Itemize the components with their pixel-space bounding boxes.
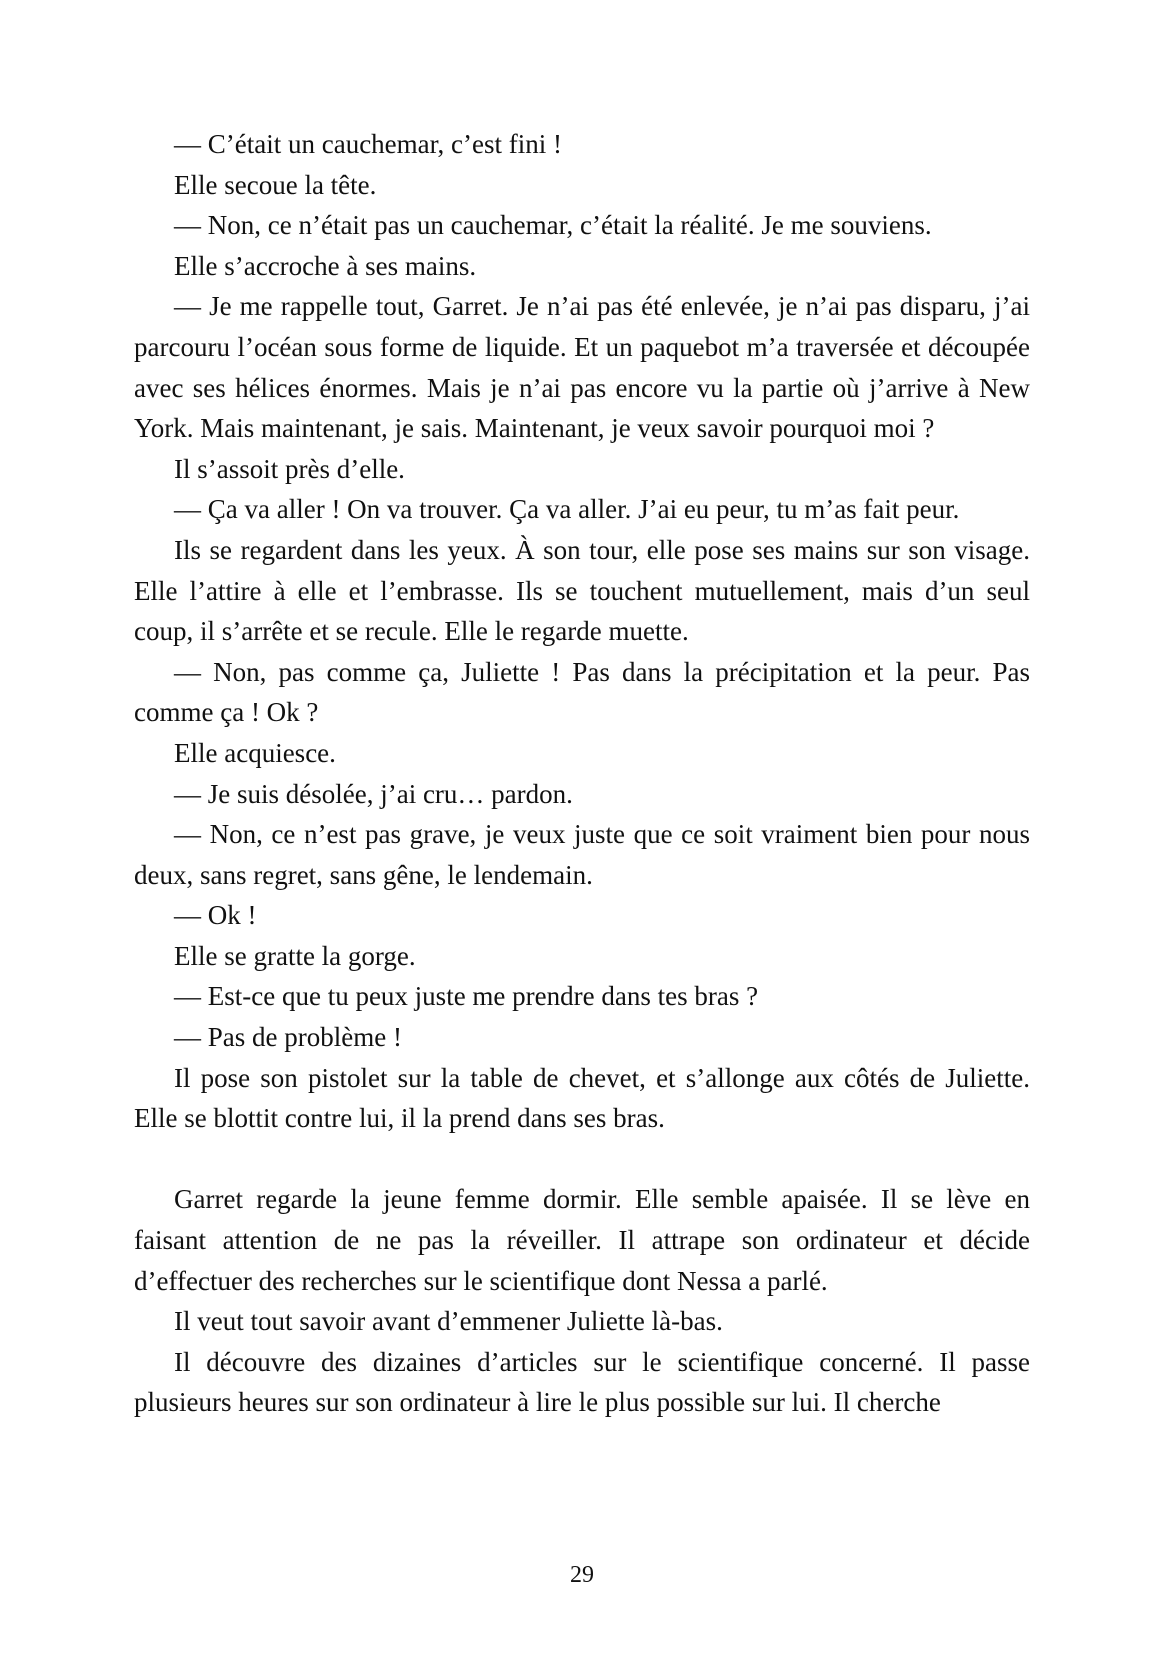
paragraph: — C’était un cauchemar, c’est fini ! — [174, 129, 563, 159]
paragraph: Elle secoue la tête. — [174, 169, 377, 200]
paragraph: — Je me rappelle tout, Garret. Je n’ai pas été enlevée, je n’ai pas disparu, j’ai parcouru l’océan sous forme de liquide. Et un paquebot m’a traversée et découpée avec ses hélices énormes. Mais je n’ai pas encore vu la partie où j’arrive à New York. Mais maintenant, je sais. Maintenant, je veux savoir pourquoi moi ? — [134, 291, 1030, 444]
paragraph: — Pas de problème ! — [174, 1022, 402, 1053]
paragraph: — Non, ce n’était pas un cauchemar, c’était la réalité. Je me souviens. — [174, 210, 932, 241]
paragraph: — Je suis désolée, j’ai cru… pardon. — [174, 778, 573, 809]
paragraph: — Ok ! — [174, 900, 257, 931]
paragraph: Garret regarde la jeune femme dormir. Elle semble apaisée. Il se lève en faisant attention de ne pas la réveiller. Il attrape son ordinateur et décide d’effectuer des recherches sur le scientifique dont Nessa a parlé. — [134, 1184, 1030, 1296]
paragraph: Elle se gratte la gorge. — [174, 940, 416, 971]
paragraph: Elle acquiesce. — [174, 737, 336, 768]
paragraph: Il pose son pistolet sur la table de chevet, et s’allonge aux côtés de Juliette. Elle se blottit contre lui, il la prend dans ses bras. — [134, 1062, 1030, 1134]
paragraph: Il découvre des dizaines d’articles sur le scientifique concerné. Il passe plusieurs heures sur son ordinateur à lire le plus possible sur lui. Il cherche — [134, 1346, 1030, 1418]
paragraph: — Est-ce que tu peux juste me prendre dans tes bras ? — [174, 981, 759, 1012]
body-text — [134, 124, 1030, 1423]
paragraph: — Ça va aller ! On va trouver. Ça va aller. J’ai eu peur, tu m’as fait peur. — [174, 494, 960, 525]
page-number: 29 — [570, 1562, 594, 1588]
paragraph: — Non, pas comme ça, Juliette ! Pas dans la précipitation et la peur. Pas comme ça ! Ok ? — [134, 656, 1030, 728]
paragraph: — Non, ce n’est pas grave, je veux juste que ce soit vraiment bien pour nous deux, sans regret, sans gêne, le lendemain. — [134, 819, 1030, 890]
paragraph: Il veut tout savoir avant d’emmener Juliette là-bas. — [174, 1306, 723, 1337]
paragraph: Elle s’accroche à ses mains. — [174, 250, 477, 281]
paragraph: Il s’assoit près d’elle. — [174, 453, 405, 484]
paragraph: Ils se regardent dans les yeux. À son tour, elle pose ses mains sur son visage. Elle l’attire à elle et l’embrasse. Ils se touchent mutuellement, mais d’un seul coup, il s’arrête et se recule. Elle le regarde muette. — [134, 534, 1030, 647]
